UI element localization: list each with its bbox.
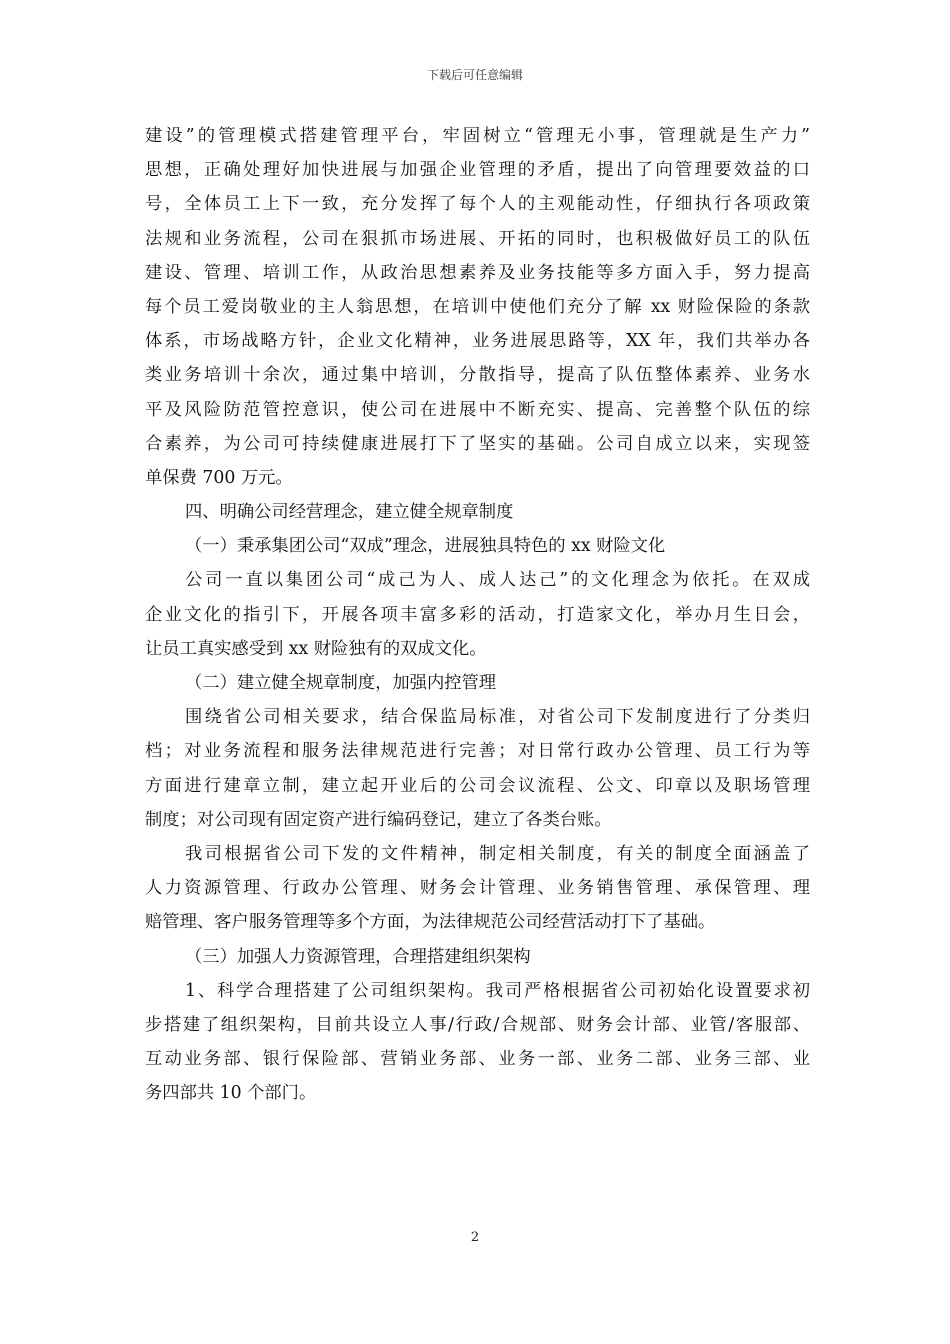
text-line: 公司一直以集团公司“成己为人、成人达己”的文化理念为依托。在双成: [185, 570, 810, 591]
text-line: 合素养，为公司可持续健康进展打下了坚实的基础。公司自成立以来，实现签: [145, 433, 810, 454]
text-line: 务四部共 10 个部门。: [145, 1083, 317, 1104]
text-line: 法规和业务流程，公司在狠抓市场进展、开拓的同时，也积极做好员工的队伍: [145, 228, 810, 249]
text-line: 企业文化的指引下，开展各项丰富多彩的活动，打造家文化，举办月生日会，: [145, 604, 810, 625]
text-line: 平及风险防范管控意识，使公司在进展中不断充实、提高、完善整个队伍的综: [145, 399, 810, 420]
text-line: 制度；对公司现有固定资产进行编码登记，建立了各类台账。: [145, 809, 612, 830]
text-line: 号，全体员工上下一致，充分发挥了每个人的主观能动性，仔细执行各项政策: [145, 194, 810, 215]
text-line: 步搭建了组织架构，目前共设立人事/行政/合规部、财务会计部、业管/客服部、: [145, 1014, 810, 1035]
text-line: 单保费 700 万元。: [145, 467, 293, 488]
text-line: 思想，正确处理好加快进展与加强企业管理的矛盾，提出了向管理要效益的口: [145, 160, 810, 181]
subsection-heading: （一）秉承集团公司“双成”理念，进展独具特色的 xx 财险文化: [185, 536, 666, 557]
text-line: 体系，市场战略方针，企业文化精神，业务进展思路等，XX 年，我们共举办各: [145, 331, 810, 352]
document-body: [145, 119, 810, 1110]
page-header: 下载后可任意编辑: [426, 68, 523, 82]
text-line: 每个员工爱岗敬业的主人翁思想，在培训中使他们充分了解 xx 财险保险的条款: [145, 296, 810, 317]
subsection-heading: （三）加强人力资源管理，合理搭建组织架构: [185, 946, 531, 967]
text-line: 建设、管理、培训工作，从政治思想素养及业务技能等多方面入手，努力提高: [145, 262, 810, 283]
text-line: 赔管理、客户服务管理等多个方面，为法律规范公司经营活动打下了基础。: [145, 912, 716, 933]
subsection-heading: （二）建立健全规章制度，加强内控管理: [185, 673, 497, 693]
text-line: 建设”的管理模式搭建管理平台，牢固树立“管理无小事，管理就是生产力”: [145, 126, 810, 146]
text-line: 我司根据省公司下发的文件精神，制定相关制度，有关的制度全面涵盖了: [185, 843, 810, 864]
section-heading: 四、明确公司经营理念，建立健全规章制度: [185, 502, 514, 523]
text-line: 档；对业务流程和服务法律规范进行完善；对日常行政办公管理、员工行为等: [145, 741, 810, 762]
text-line: 人力资源管理、行政办公管理、财务会计管理、业务销售管理、承保管理、理: [145, 878, 810, 899]
page-number: 2: [470, 1230, 480, 1245]
text-line: 类业务培训十余次，通过集中培训，分散指导，提高了队伍整体素养、业务水: [145, 365, 810, 386]
text-line: 方面进行建章立制，建立起开业后的公司会议流程、公文、印章以及职场管理: [145, 775, 810, 796]
text-line: 让员工真实感受到 xx 财险独有的双成文化。: [145, 638, 487, 659]
text-line: 1、科学合理搭建了公司组织架构。我司严格根据省公司初始化设置要求初: [185, 980, 810, 1001]
text-line: 互动业务部、银行保险部、营销业务部、业务一部、业务二部、业务三部、业: [145, 1049, 810, 1070]
text-line: 围绕省公司相关要求，结合保监局标准，对省公司下发制度进行了分类归: [185, 707, 810, 728]
